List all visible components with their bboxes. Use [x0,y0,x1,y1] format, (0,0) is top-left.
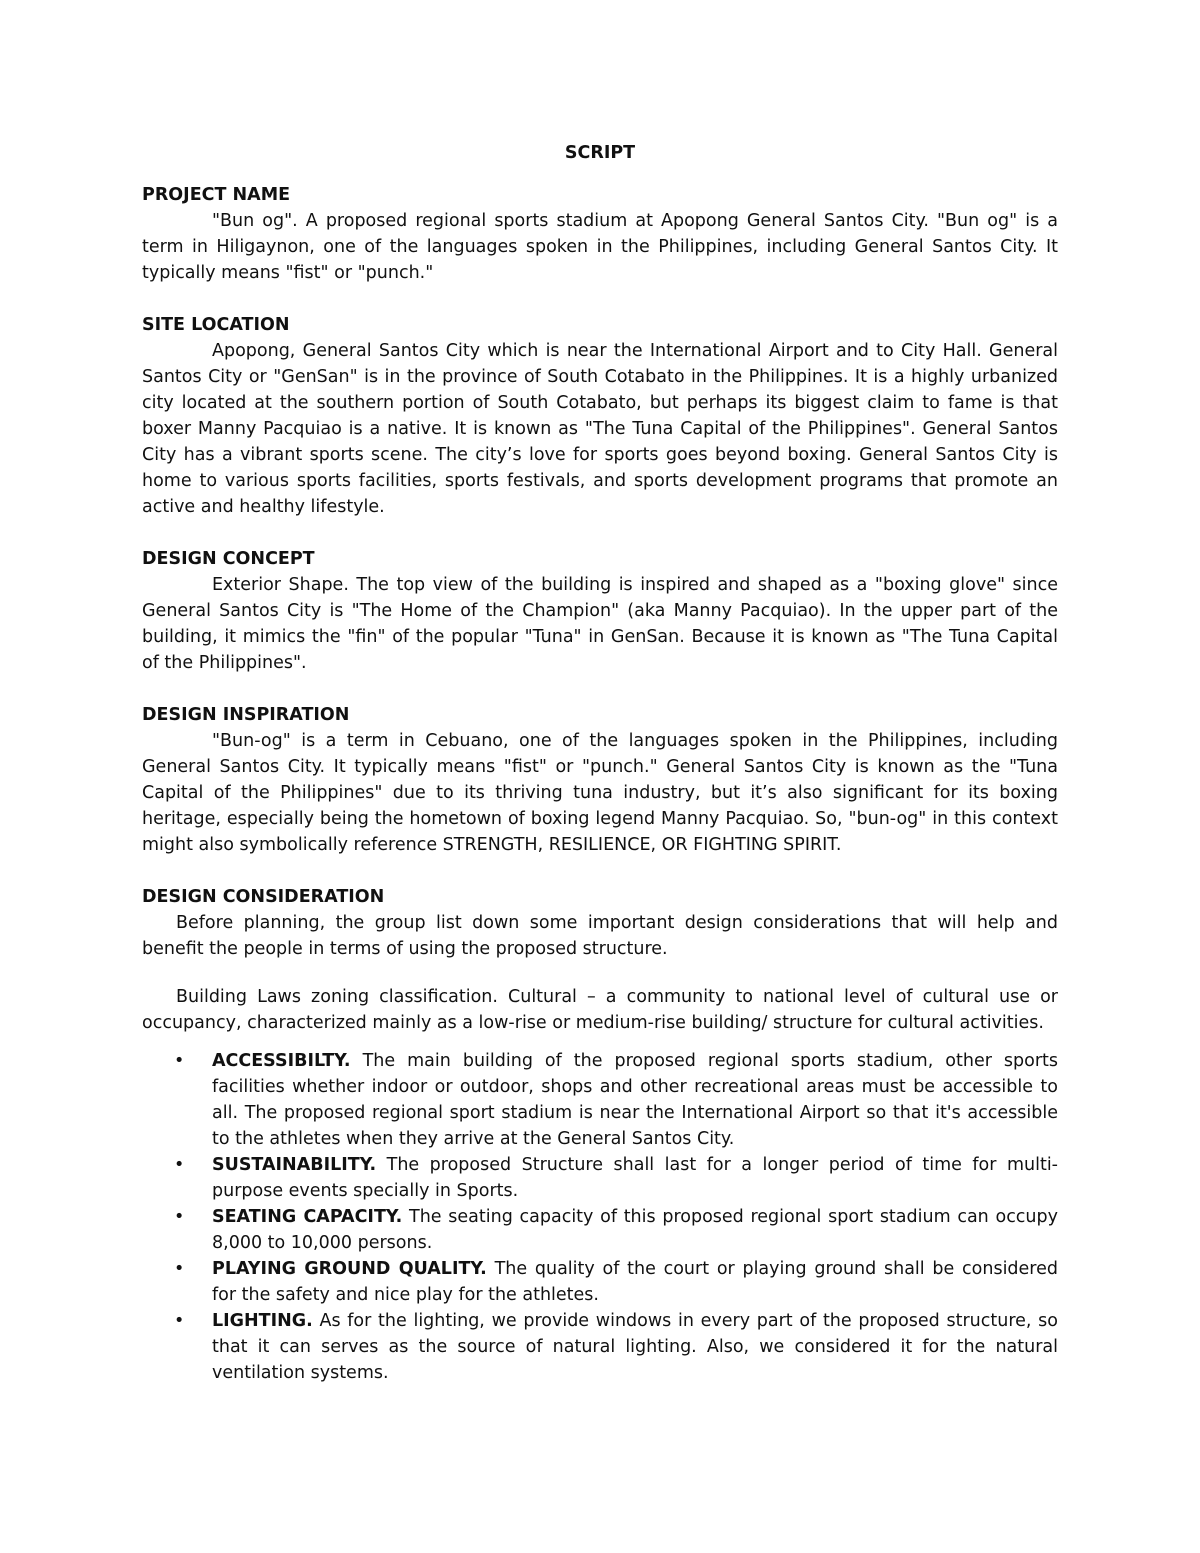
list-item [142,1152,1058,1204]
section-heading: PROJECT NAME [142,185,291,205]
section-paragraph: "Bun og". A proposed regional sports stadium at Apopong General Santos City. "Bun og" is a term in Hiligaynon, one of the languages spoken in the Philippines, including General Santos City. It typically means "fist" or "punch." [142,211,1058,283]
section-design-inspiration [142,702,1058,858]
item-text: The quality of the court or playing ground shall be considered for the safety and nice play for the athletes. [212,1259,1058,1305]
section-paragraph: Apopong, General Santos City which is near the International Airport and to City Hall. General Santos City or "GenSan" is in the province of South Cotabato in the Philippines. It is a highly urbanized city located at the southern portion of South Cotabato, but perhaps its biggest claim to fame is that boxer Manny Pacquiao is a native. It is known as "The Tuna Capital of the Philippines". General Santos City has a vibrant sports scene. The city’s love for sports goes beyond boxing. General Santos City is home to various sports facilities, sports festivals, and sports development programs that promote an active and healthy lifestyle. [142,341,1058,517]
document-title: SCRIPT [564,143,636,163]
item-text: The seating capacity of this proposed regional sport stadium can occupy 8,000 to 10,000 persons. [212,1207,1058,1253]
section-site-location [142,312,1058,520]
bullet-icon: • [174,1311,185,1331]
section-paragraph: "Bun-og" is a term in Cebuano, one of the languages spoken in the Philippines, including General Santos City. It typically means "fist" or "punch." General Santos City is known as the "Tuna Capital of the Philippines" due to its thriving tuna industry, but it’s also significant for its boxing heritage, especially being the hometown of boxing legend Manny Pacquiao. So, "bun-og" in this context might also symbolically reference STRENGTH, RESILIENCE, OR FIGHTING SPIRIT. [142,731,1058,855]
section-design-consideration [142,884,1058,1386]
section-project-name [142,182,1058,286]
section-heading: DESIGN CONCEPT [142,549,315,569]
bullet-icon: • [174,1207,185,1227]
item-text: The main building of the proposed regional sports stadium, other sports facilities whether indoor or outdoor, shops and other recreational areas must be accessible to all. The proposed regional sport stadium is near the International Airport so that it's accessible to the athletes when they arrive at the General Santos City. [212,1051,1058,1149]
consideration-list [142,1048,1058,1386]
section-paragraph: Exterior Shape. The top view of the building is inspired and shaped as a "boxing glove" since General Santos City is "The Home of the Champion" (aka Manny Pacquiao). In the upper part of the building, it mimics the "fin" of the popular "Tuna" in GenSan. Because it is known as "The Tuna Capital of the Philippines". [142,575,1058,673]
item-text: The proposed Structure shall last for a longer period of time for multi-purpose events specially in Sports. [212,1155,1058,1201]
section-heading: DESIGN INSPIRATION [142,705,350,725]
item-term: ACCESSIBILTY. [212,1051,351,1071]
bullet-icon: • [174,1259,185,1279]
item-term: SUSTAINABILITY. [212,1155,377,1175]
building-laws-paragraph: Building Laws zoning classification. Cultural – a community to national level of cultural use or occupancy, characterized mainly as a low-rise or medium-rise building/ structure for cultural activities. [142,987,1058,1033]
item-term: SEATING CAPACITY. [212,1207,403,1227]
section-heading: DESIGN CONSIDERATION [142,887,385,907]
document-page [142,140,1058,1412]
section-design-concept [142,546,1058,676]
bullet-icon: • [174,1051,185,1071]
item-term: PLAYING GROUND QUALITY. [212,1259,487,1279]
list-item [142,1256,1058,1308]
consideration-intro: Before planning, the group list down some important design considerations that will help and benefit the people in terms of using the proposed structure. [142,913,1058,959]
item-text: As for the lighting, we provide windows in every part of the proposed structure, so that it can serves as the source of natural lighting. Also, we considered it for the natural ventilation systems. [212,1311,1058,1383]
item-term: LIGHTING. [212,1311,313,1331]
section-heading: SITE LOCATION [142,315,290,335]
bullet-icon: • [174,1155,185,1175]
list-item [142,1204,1058,1256]
list-item [142,1308,1058,1386]
list-item [142,1048,1058,1152]
